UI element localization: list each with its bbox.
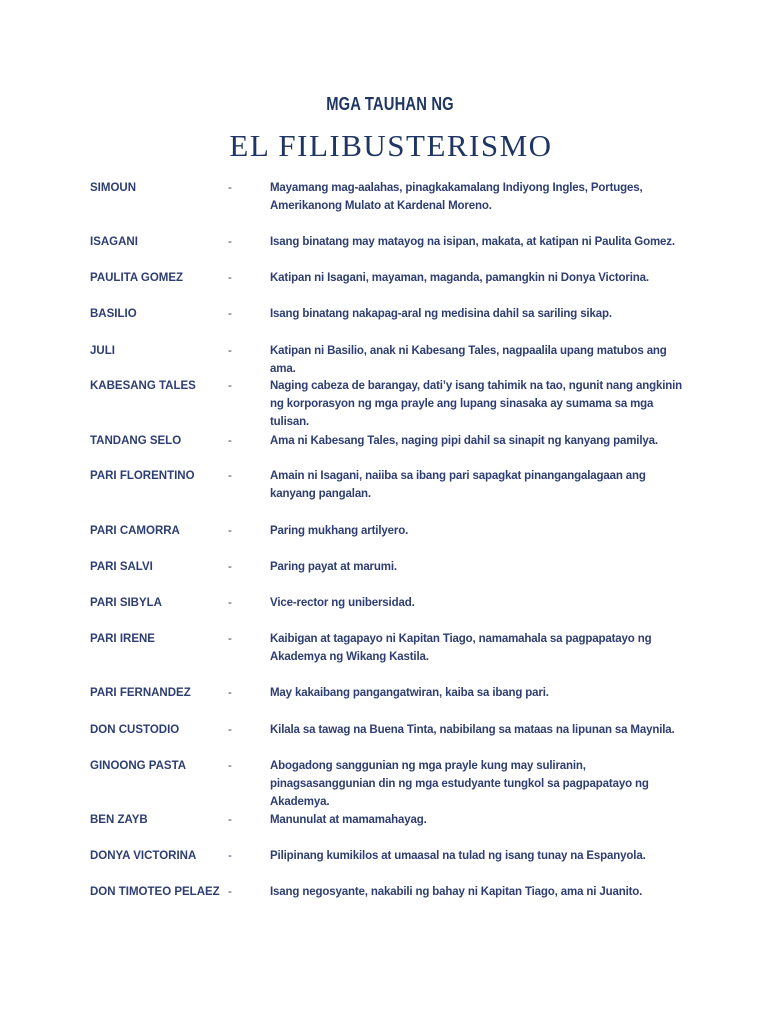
separator-dash: - [228, 470, 232, 482]
character-row [90, 847, 690, 883]
character-description: Paring payat at marumi. [270, 561, 397, 573]
character-row [90, 233, 690, 269]
character-description: Amain ni Isagani, naiiba sa ibang pari sapagkat pinangangalagaan ang kanyang pangalan. [270, 470, 646, 500]
separator-dash: - [228, 236, 232, 248]
character-row [90, 811, 690, 847]
character-name: JULI [90, 345, 115, 357]
character-description: Vice-rector ng unibersidad. [270, 597, 415, 609]
character-description: Isang negosyante, nakabili ng bahay ni Kapitan Tiago, ama ni Juanito. [270, 886, 643, 898]
character-description: Isang binatang may matayog na isipan, makata, at katipan ni Paulita Gomez. [270, 236, 675, 248]
character-name: PARI SIBYLA [90, 597, 162, 609]
character-name: BEN ZAYB [90, 814, 148, 826]
separator-dash: - [228, 435, 232, 447]
page-subtitle: MGA TAUHAN NG [326, 94, 454, 114]
character-row [90, 684, 690, 721]
character-name: BASILIO [90, 308, 137, 320]
separator-dash: - [228, 182, 232, 194]
separator-dash: - [228, 308, 232, 320]
character-row [90, 432, 690, 467]
separator-dash: - [228, 345, 232, 357]
character-description: Ama ni Kabesang Tales, naging pipi dahil sa sinapit ng kanyang pamilya. [270, 435, 658, 447]
separator-dash: - [228, 687, 232, 699]
separator-dash: - [228, 850, 232, 862]
character-row [90, 269, 690, 305]
character-description: Katipan ni Isagani, mayaman, maganda, pamangkin ni Donya Victorina. [270, 272, 649, 284]
character-name: ISAGANI [90, 236, 138, 248]
separator-dash: - [228, 525, 232, 537]
character-name: PAULITA GOMEZ [90, 272, 184, 284]
character-row [90, 377, 690, 432]
character-row [90, 558, 690, 594]
character-name: DON TIMOTEO PELAEZ [90, 886, 220, 898]
character-name: GINOONG PASTA [90, 760, 187, 772]
character-name: PARI IRENE [90, 633, 155, 645]
character-row [90, 522, 690, 558]
separator-dash: - [228, 272, 232, 284]
character-description: Katipan ni Basilio, anak ni Kabesang Tales, nagpaalila upang matubos ang ama. [270, 345, 667, 375]
separator-dash: - [228, 886, 232, 898]
character-description: Paring mukhang artilyero. [270, 525, 409, 537]
character-description: Mayamang mag-aalahas, pinagkakamalang Indiyong Ingles, Portuges, Amerikanong Mulato at Kardenal Moreno. [270, 182, 643, 212]
character-name: PARI SALVI [90, 561, 153, 573]
separator-dash: - [228, 597, 232, 609]
character-row [90, 757, 690, 811]
character-description: Manunulat at mamamahayag. [270, 814, 427, 826]
character-description: Isang binatang nakapag-aral ng medisina dahil sa sariling sikap. [270, 308, 612, 320]
character-name: DON CUSTODIO [90, 724, 180, 736]
character-description: Abogadong sanggunian ng mga prayle kung may suliranin, pinagsasanggunian din ng mga estudyante tungkol sa pagpapatayo ng Akademya. [270, 760, 649, 808]
character-name: TANDANG SELO [90, 435, 182, 447]
separator-dash: - [228, 724, 232, 736]
character-row [90, 594, 690, 630]
character-name: PARI CAMORRA [90, 525, 180, 537]
character-row [90, 883, 690, 919]
character-name: PARI FERNANDEZ [90, 687, 191, 699]
character-row [90, 179, 690, 233]
character-list [90, 179, 690, 919]
character-row [90, 342, 690, 377]
character-name: KABESANG TALES [90, 380, 196, 392]
character-description: Naging cabeza de barangay, dati’y isang tahimik na tao, ngunit nang angkinin ng korporasyon ng mga prayle ang lupang sinasaka ay sumama sa mga tulisan. [270, 380, 683, 428]
character-row [90, 630, 690, 684]
separator-dash: - [228, 760, 232, 772]
character-description: Kilala sa tawag na Buena Tinta, nabibilang sa mataas na lipunan sa Maynila. [270, 724, 675, 736]
character-row [90, 467, 690, 522]
character-name: PARI FLORENTINO [90, 470, 195, 482]
separator-dash: - [228, 561, 232, 573]
page-title: EL FILIBUSTERISMO [229, 128, 553, 163]
separator-dash: - [228, 814, 232, 826]
character-row [90, 305, 690, 342]
character-description: Pilipinang kumikilos at umaasal na tulad ng isang tunay na Espanyola. [270, 850, 646, 862]
character-name: SIMOUN [90, 182, 136, 194]
separator-dash: - [228, 380, 232, 392]
character-name: DONYA VICTORINA [90, 850, 197, 862]
character-row [90, 721, 690, 757]
character-description: May kakaibang pangangatwiran, kaiba sa ibang pari. [270, 687, 549, 699]
separator-dash: - [228, 633, 232, 645]
character-description: Kaibigan at tagapayo ni Kapitan Tiago, namamahala sa pagpapatayo ng Akademya ng Wikang Kastila. [270, 633, 652, 663]
